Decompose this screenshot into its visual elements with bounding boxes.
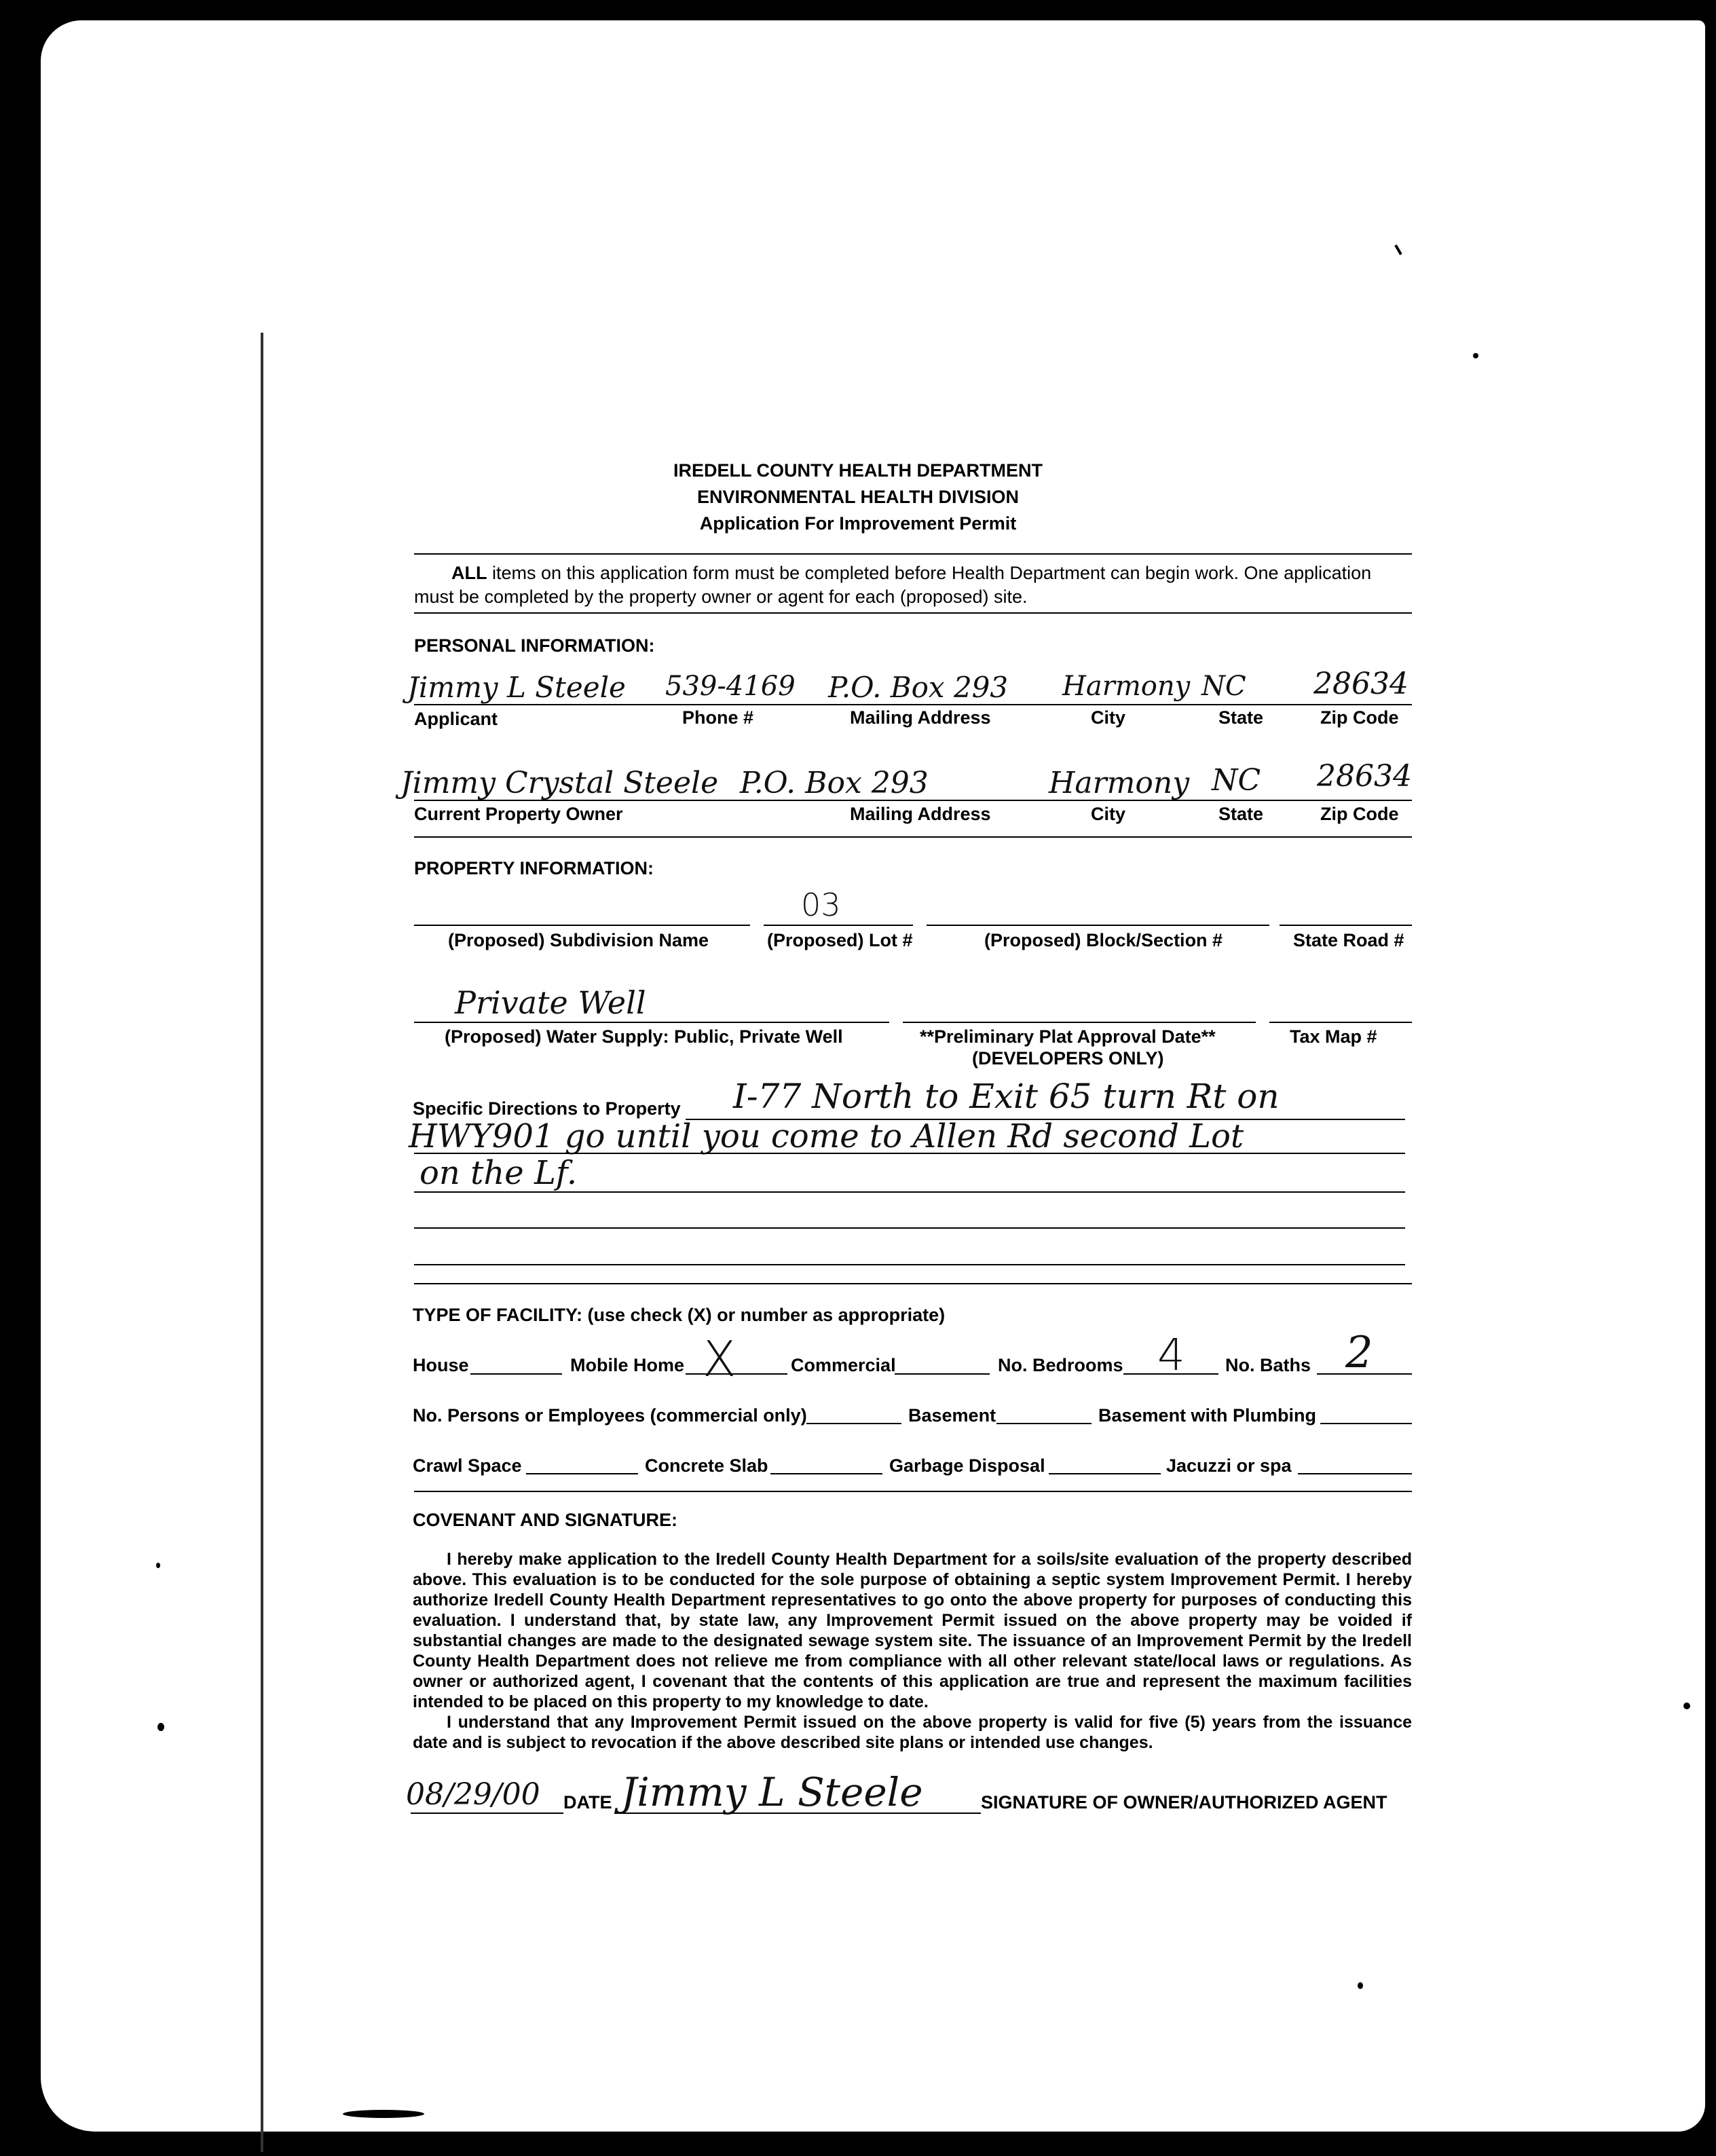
- field-line: [764, 925, 913, 926]
- jacuzzi-label: Jacuzzi or spa: [1166, 1455, 1292, 1476]
- date-value: 08/29/00: [406, 1777, 540, 1812]
- covenant-heading: COVENANT AND SIGNATURE:: [413, 1510, 677, 1530]
- covenant-text: [413, 1549, 1412, 1753]
- divider: [414, 1491, 1412, 1492]
- covenant-paragraph-2: I understand that any Improvement Permit issued on the above property is valid for five (5) years from the issuance date and is subject to revocation if the above described site plans or intended use changes.: [413, 1713, 1412, 1752]
- scan-speck: [1473, 353, 1478, 358]
- water-label: (Proposed) Water Supply: Public, Private Well: [445, 1026, 843, 1047]
- subdivision-label: (Proposed) Subdivision Name: [448, 930, 709, 950]
- field-line: [414, 1227, 1405, 1229]
- developers-label: (DEVELOPERS ONLY): [972, 1048, 1164, 1068]
- field-line: [927, 925, 1269, 926]
- divider: [414, 1283, 1412, 1284]
- mailing2-value: P.O. Box 293: [740, 766, 929, 800]
- bedrooms-field: [1123, 1373, 1218, 1375]
- applicant-value: Jimmy L Steele: [407, 671, 626, 704]
- field-line: [414, 1022, 889, 1023]
- zip2-label: Zip Code: [1320, 804, 1399, 824]
- notice-bold: ALL: [451, 563, 487, 583]
- baths-value: 2: [1345, 1328, 1373, 1378]
- mailing2-label: Mailing Address: [850, 804, 991, 824]
- header-line-3: Application For Improvement Permit: [699, 513, 1017, 534]
- zip2-value: 28634: [1317, 759, 1412, 794]
- basement-field: [996, 1423, 1092, 1424]
- facility-heading-row: [413, 1305, 945, 1326]
- signature-field: [614, 1813, 981, 1814]
- commercial-label: Commercial: [791, 1355, 896, 1375]
- baths-label: No. Baths: [1225, 1355, 1311, 1375]
- concrete-slab-field: [770, 1473, 882, 1474]
- block-label: (Proposed) Block/Section #: [984, 930, 1223, 950]
- signature-value: Jimmy L Steele: [621, 1769, 923, 1815]
- field-line: [414, 704, 1412, 705]
- notice-line-1: [451, 563, 1371, 584]
- notice-text: items on this application form must be completed before Health Department can begin work. One application: [487, 563, 1372, 583]
- city-value: Harmony: [1062, 671, 1191, 702]
- directions-line-3: on the Lf.: [419, 1154, 578, 1192]
- mailing-label: Mailing Address: [850, 707, 991, 728]
- facility-heading-note: (use check (X) or number as appropriate): [582, 1305, 946, 1325]
- covenant-paragraph-1: I hereby make application to the Iredell County Health Department for a soils/site evaluation of the property described above. This evaluation is to be conducted for the sole purpose of obtaining a septic system Improvement Permit. I hereby authorize Iredell County Health Department representatives to go onto the above property for purposes of conducting this evaluation. I understand that, by state law, any Improvement Permit issued on the above property may be voided if substantial changes are made to the designated sewage system site. The issuance of an Improvement Permit by the Iredell County Health Department does not relieve me from compliance with all other relevant state/local laws or regulations. As owner or authorized agent, I covenant that the contents of this application are true and represent the maximum facilities intended to be placed on this property to my knowledge to date.: [413, 1550, 1412, 1711]
- header-line-1: IREDELL COUNTY HEALTH DEPARTMENT: [673, 460, 1043, 481]
- field-line: [903, 1022, 1256, 1023]
- basement-label: Basement: [908, 1405, 996, 1426]
- baths-field: [1317, 1373, 1412, 1375]
- field-line: [414, 1264, 1405, 1265]
- state-value: NC: [1201, 671, 1246, 702]
- zip-value: 28634: [1313, 667, 1409, 701]
- jacuzzi-field: [1298, 1473, 1412, 1474]
- state-label: State: [1218, 707, 1264, 728]
- signature-label: SIGNATURE OF OWNER/AUTHORIZED AGENT: [981, 1792, 1387, 1813]
- state-road-label: State Road #: [1293, 930, 1404, 950]
- phone-label: Phone #: [682, 707, 754, 728]
- garbage-disposal-field: [1049, 1473, 1161, 1474]
- plat-label: **Preliminary Plat Approval Date**: [920, 1026, 1216, 1047]
- scan-speck: [156, 1563, 160, 1568]
- mailing-value: P.O. Box 293: [828, 671, 1009, 704]
- state2-label: State: [1218, 804, 1264, 824]
- field-line: [414, 800, 1412, 801]
- property-heading: PROPERTY INFORMATION:: [414, 858, 654, 878]
- directions-line-1: I-77 North to Exit 65 turn Rt on: [733, 1077, 1280, 1116]
- concrete-slab-label: Concrete Slab: [645, 1455, 768, 1476]
- city2-value: Harmony: [1049, 766, 1190, 800]
- persons-field: [806, 1423, 901, 1424]
- commercial-field: [895, 1373, 990, 1375]
- crawl-space-field: [526, 1473, 638, 1474]
- divider: [414, 553, 1412, 555]
- city2-label: City: [1091, 804, 1126, 824]
- scan-speck: [1683, 1703, 1690, 1709]
- date-field: [411, 1813, 563, 1814]
- lot-value: 03: [801, 887, 841, 923]
- mobile-home-field: [686, 1373, 787, 1375]
- state2-value: NC: [1212, 763, 1261, 798]
- directions-line-2: HWY901 go until you come to Allen Rd second Lot: [409, 1117, 1244, 1155]
- zip-label: Zip Code: [1320, 707, 1399, 728]
- field-line: [1269, 1022, 1412, 1023]
- house-label: House: [413, 1355, 469, 1375]
- owner-value: Jimmy Crystal Steele: [400, 766, 719, 800]
- scan-speck: [1358, 1982, 1363, 1989]
- divider: [414, 836, 1412, 838]
- water-value: Private Well: [455, 984, 646, 1021]
- crawl-space-label: Crawl Space: [413, 1455, 522, 1476]
- basement-plumbing-field: [1320, 1423, 1412, 1424]
- city-label: City: [1091, 707, 1126, 728]
- owner-label: Current Property Owner: [414, 804, 623, 824]
- lot-label: (Proposed) Lot #: [767, 930, 913, 950]
- field-line: [1280, 925, 1412, 926]
- mobile-home-label: Mobile Home: [570, 1355, 685, 1375]
- field-line: [414, 1191, 1405, 1193]
- applicant-label: Applicant: [414, 709, 498, 729]
- mobile-home-value: X: [703, 1331, 736, 1388]
- notice-line-2: must be completed by the property owner or agent for each (proposed) site.: [414, 587, 1028, 607]
- facility-heading: TYPE OF FACILITY:: [413, 1305, 583, 1325]
- bedrooms-label: No. Bedrooms: [998, 1355, 1123, 1375]
- scan-smudge: [343, 2110, 424, 2118]
- taxmap-label: Tax Map #: [1290, 1026, 1377, 1047]
- bedrooms-value: 4: [1157, 1331, 1185, 1381]
- persons-label: No. Persons or Employees (commercial only): [413, 1405, 807, 1426]
- garbage-disposal-label: Garbage Disposal: [889, 1455, 1045, 1476]
- phone-value: 539-4169: [665, 671, 796, 702]
- personal-heading: PERSONAL INFORMATION:: [414, 635, 655, 656]
- basement-plumbing-label: Basement with Plumbing: [1098, 1405, 1317, 1426]
- field-line: [414, 925, 750, 926]
- date-label: DATE: [563, 1792, 612, 1813]
- scan-speck: [157, 1723, 164, 1731]
- directions-label: Specific Directions to Property: [413, 1098, 681, 1119]
- header-line-2: ENVIRONMENTAL HEALTH DIVISION: [696, 487, 1020, 507]
- house-field: [470, 1373, 562, 1375]
- divider: [414, 612, 1412, 614]
- scan-edge-line: [261, 333, 263, 2152]
